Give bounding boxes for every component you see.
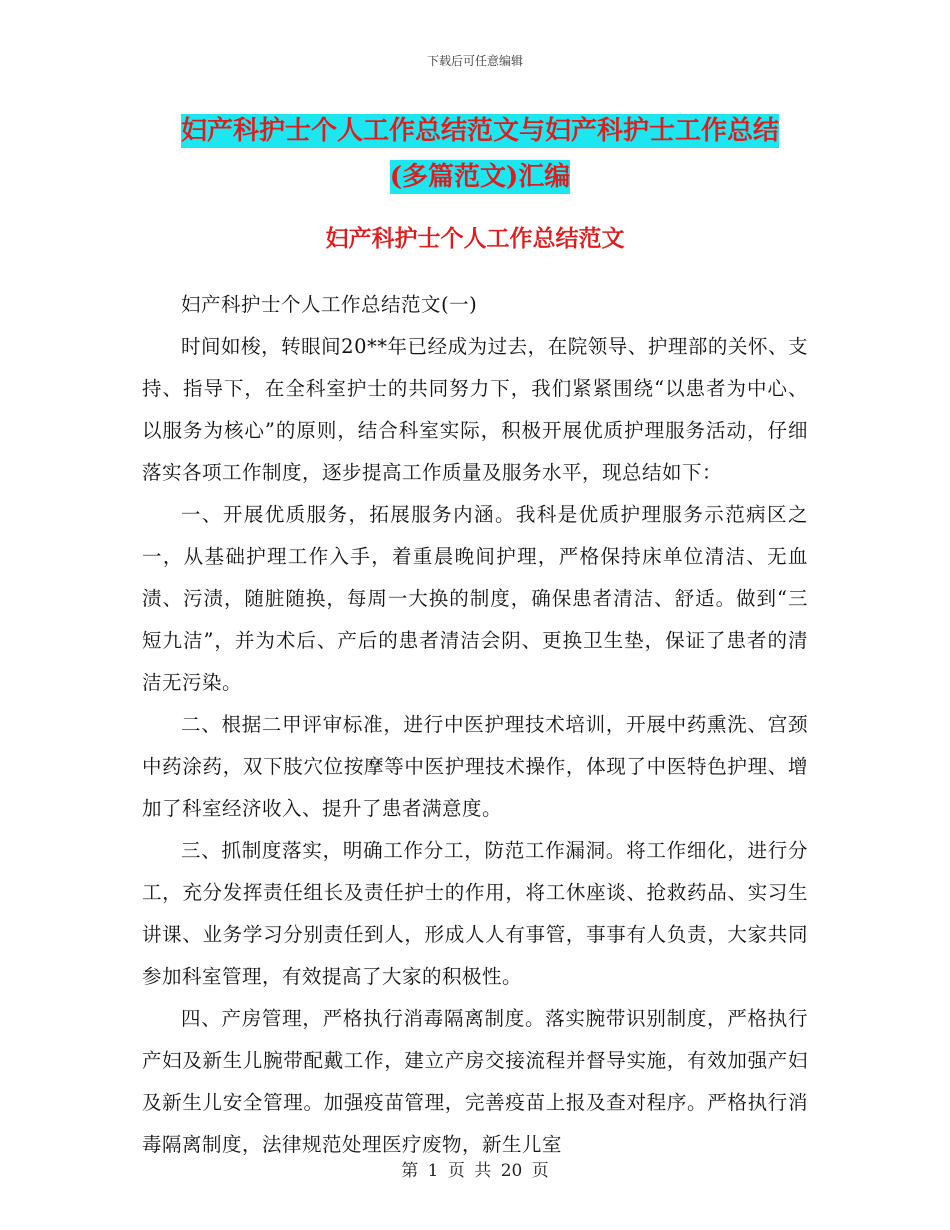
title-line-2: (多篇范文)汇编	[389, 162, 571, 192]
section-title: 妇产科护士个人工作总结范文	[325, 225, 625, 252]
paragraph: 时间如梭，转眼间20**年已经成为过去，在院领导、护理部的关怀、支持、指导下，在全科室护士的共同努力下，我们紧紧围绕“以患者为中心、以服务为核心”的原则，结合科室实际，积极开展优质护理服务活动，仔细落实各项工作制度，逐步提高工作质量及服务水平，现总结如下：	[142, 335, 808, 484]
paragraph: 二、根据二甲评审标准，进行中医护理技术培训，开展中药熏洗、宫颈中药涂药，双下肢穴位按摩等中医护理技术操作，体现了中医特色护理、增加了科室经济收入、提升了患者满意度。	[142, 713, 808, 820]
paragraph: 四、产房管理，严格执行消毒隔离制度。落实腕带识别制度，严格执行产妇及新生儿腕带配戴工作，建立产房交接流程并督导实施，有效加强产妇及新生儿安全管理。加强疫苗管理，完善疫苗上报及查对程序。严格执行消毒隔离制度，法律规范处理医疗废物，新生儿室	[142, 1007, 808, 1156]
title-line-1: 妇产科护士个人工作总结范文与妇产科护士工作总结	[180, 116, 779, 146]
paragraph: 一、开展优质服务，拓展服务内涵。我科是优质护理服务示范病区之一，从基础护理工作入手，着重晨晚间护理，严格保持床单位清洁、无血渍、污渍，随脏随换，每周一大换的制度，确保患者清洁、舒适。做到“三短九洁”，并为术后、产后的患者清洁会阴、更换卫生垫，保证了患者的清洁无污染。	[142, 503, 808, 694]
body-text	[142, 284, 808, 1166]
paragraph: 三、抓制度落实，明确工作分工，防范工作漏洞。将工作细化，进行分工，充分发挥责任组长及责任护士的作用，将工休座谈、抢救药品、实习生讲课、业务学习分别责任到人，形成人人有事管，事事有人负责，大家共同参加科室管理，有效提高了大家的积极性。	[142, 839, 808, 988]
document-title	[140, 108, 820, 200]
header-note: 下载后可任意编辑	[426, 54, 523, 68]
paragraph-subtitle: 妇产科护士个人工作总结范文(一)	[181, 293, 478, 316]
page-number: 第 1 页 共 20 页	[401, 1161, 549, 1181]
